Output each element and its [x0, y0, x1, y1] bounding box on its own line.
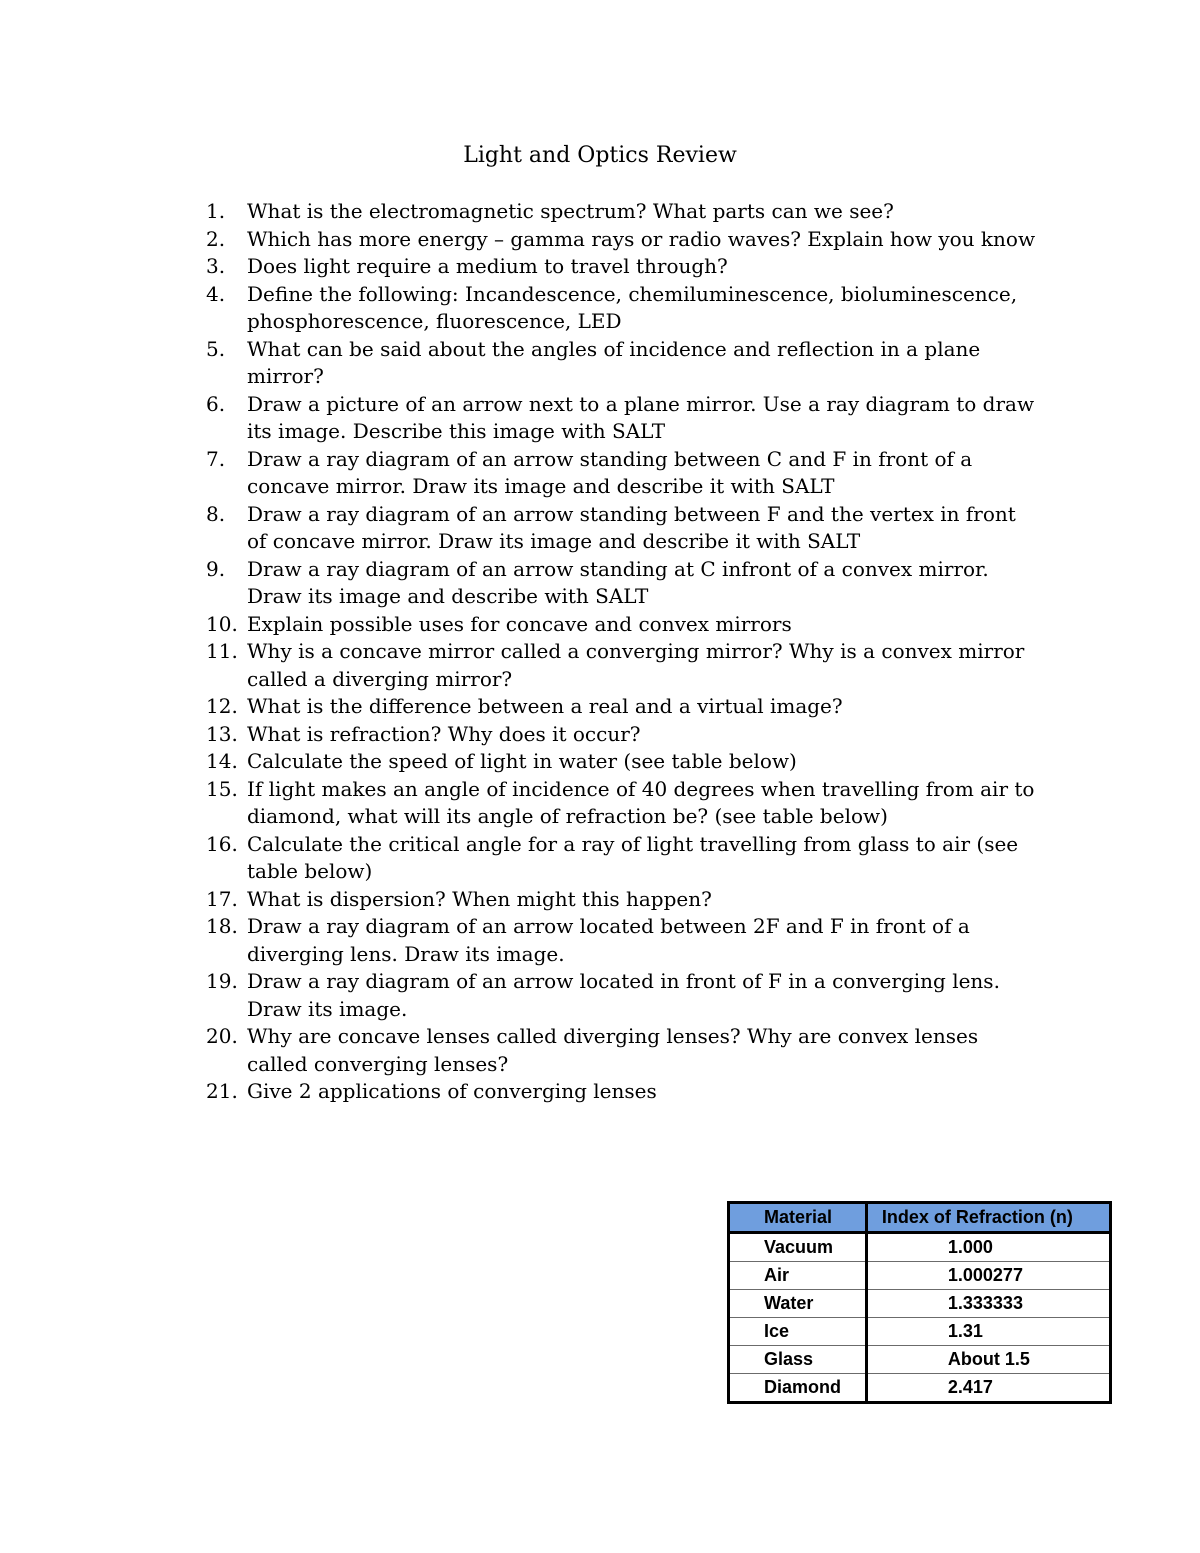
- question-item: [206, 198, 1036, 226]
- question-item: [206, 501, 1036, 556]
- table-cell-index: About 1.5: [866, 1346, 1110, 1374]
- question-text: Define the following: Incandescence, chemiluminescence, bioluminescence, phosphorescence, fluorescence, LED: [247, 281, 1018, 333]
- question-item: [206, 886, 1036, 914]
- question-number: 16.: [206, 831, 238, 856]
- question-text: Calculate the critical angle for a ray of light travelling from glass to air (see table below): [247, 831, 1019, 883]
- question-number: 1.: [206, 199, 226, 223]
- question-item: [206, 253, 1036, 281]
- question-number: 2.: [206, 226, 226, 251]
- question-item: [206, 831, 1036, 886]
- question-item: [206, 748, 1036, 776]
- question-text: Why is a concave mirror called a converging mirror? Why is a convex mirror called a diverging mirror?: [247, 639, 1025, 691]
- question-number: 11.: [206, 639, 238, 663]
- table-cell-material: Ice: [729, 1318, 867, 1346]
- question-item: [206, 391, 1036, 446]
- table-cell-index: 1.000277: [866, 1262, 1110, 1290]
- table-row: [729, 1290, 1111, 1318]
- question-number: 14.: [206, 749, 238, 773]
- question-number: 15.: [206, 776, 238, 801]
- question-text: Draw a ray diagram of an arrow standing between C and F in front of a concave mirror. Draw its image and describe it with SALT: [247, 446, 973, 498]
- question-text: Why are concave lenses called diverging lenses? Why are convex lenses called converging lenses?: [247, 1024, 979, 1076]
- question-number: 5.: [206, 336, 226, 361]
- table-header-row: [729, 1203, 1111, 1233]
- table-row: [729, 1374, 1111, 1403]
- question-item: [206, 611, 1036, 639]
- table-cell-material: Air: [729, 1262, 867, 1290]
- question-text: If light makes an angle of incidence of 40 degrees when travelling from air to diamond, what will its angle of refraction be? (see table below): [247, 776, 1035, 828]
- question-number: 10.: [206, 611, 238, 636]
- question-text: Draw a ray diagram of an arrow located in front of F in a converging lens. Draw its image.: [247, 969, 1000, 1021]
- page-title: Light and Optics Review: [463, 143, 737, 168]
- question-item: [206, 693, 1036, 721]
- table-cell-material: Glass: [729, 1346, 867, 1374]
- question-text: What is refraction? Why does it occur?: [247, 721, 641, 746]
- question-text: What can be said about the angles of incidence and reflection in a plane mirror?: [247, 336, 981, 388]
- table-cell-material: Diamond: [729, 1374, 867, 1403]
- question-item: [206, 556, 1036, 611]
- question-text: Give 2 applications of converging lenses: [247, 1079, 657, 1103]
- question-item: [206, 226, 1036, 254]
- table-row: [729, 1318, 1111, 1346]
- question-item: [206, 913, 1036, 968]
- question-text: Draw a picture of an arrow next to a plane mirror. Use a ray diagram to draw its image. Describe this image with SALT: [247, 391, 1035, 443]
- question-number: 9.: [206, 556, 226, 581]
- table-row: [729, 1262, 1111, 1290]
- question-text: What is the electromagnetic spectrum? What parts can we see?: [247, 199, 894, 223]
- question-item: [206, 776, 1036, 831]
- question-text: Calculate the speed of light in water (see table below): [247, 749, 797, 773]
- question-number: 7.: [206, 446, 226, 471]
- question-number: 12.: [206, 694, 238, 718]
- question-item: [206, 336, 1036, 391]
- question-item: [206, 638, 1036, 693]
- question-item: [206, 968, 1036, 1023]
- question-text: Which has more energy – gamma rays or radio waves? Explain how you know: [247, 226, 1036, 251]
- question-number: 4.: [206, 281, 226, 306]
- question-list: [206, 198, 1036, 1106]
- question-item: [206, 446, 1036, 501]
- question-text: Draw a ray diagram of an arrow standing at C infront of a convex mirror. Draw its image and describe with SALT: [247, 556, 989, 608]
- question-number: 6.: [206, 391, 226, 416]
- question-number: 19.: [206, 969, 238, 993]
- question-text: Draw a ray diagram of an arrow standing between F and the vertex in front of concave mirror. Draw its image and describe it with SALT: [247, 501, 1016, 553]
- table-cell-index: 1.000: [866, 1233, 1110, 1262]
- question-number: 17.: [206, 886, 238, 911]
- table-header-index: Index of Refraction (n): [866, 1203, 1110, 1233]
- question-number: 21.: [206, 1079, 238, 1103]
- table-cell-index: 1.31: [866, 1318, 1110, 1346]
- table-row: [729, 1233, 1111, 1262]
- question-item: [206, 1023, 1036, 1078]
- question-text: Explain possible uses for concave and convex mirrors: [247, 611, 792, 636]
- question-text: Draw a ray diagram of an arrow located between 2F and F in front of a diverging lens. Draw its image.: [247, 914, 970, 966]
- question-text: What is dispersion? When might this happen?: [247, 886, 712, 911]
- table-cell-material: Water: [729, 1290, 867, 1318]
- question-number: 20.: [206, 1024, 238, 1048]
- question-item: [206, 721, 1036, 749]
- question-text: What is the difference between a real and a virtual image?: [247, 694, 843, 718]
- question-number: 18.: [206, 914, 238, 938]
- table-cell-index: 2.417: [866, 1374, 1110, 1403]
- table-cell-material: Vacuum: [729, 1233, 867, 1262]
- question-text: Does light require a medium to travel through?: [247, 254, 728, 278]
- question-number: 8.: [206, 501, 226, 526]
- question-number: 13.: [206, 721, 238, 746]
- question-item: [206, 281, 1036, 336]
- refraction-index-table: [727, 1201, 1112, 1404]
- table-row: [729, 1346, 1111, 1374]
- question-item: [206, 1078, 1036, 1106]
- question-number: 3.: [206, 254, 226, 278]
- table-cell-index: 1.333333: [866, 1290, 1110, 1318]
- table-header-material: Material: [729, 1203, 867, 1233]
